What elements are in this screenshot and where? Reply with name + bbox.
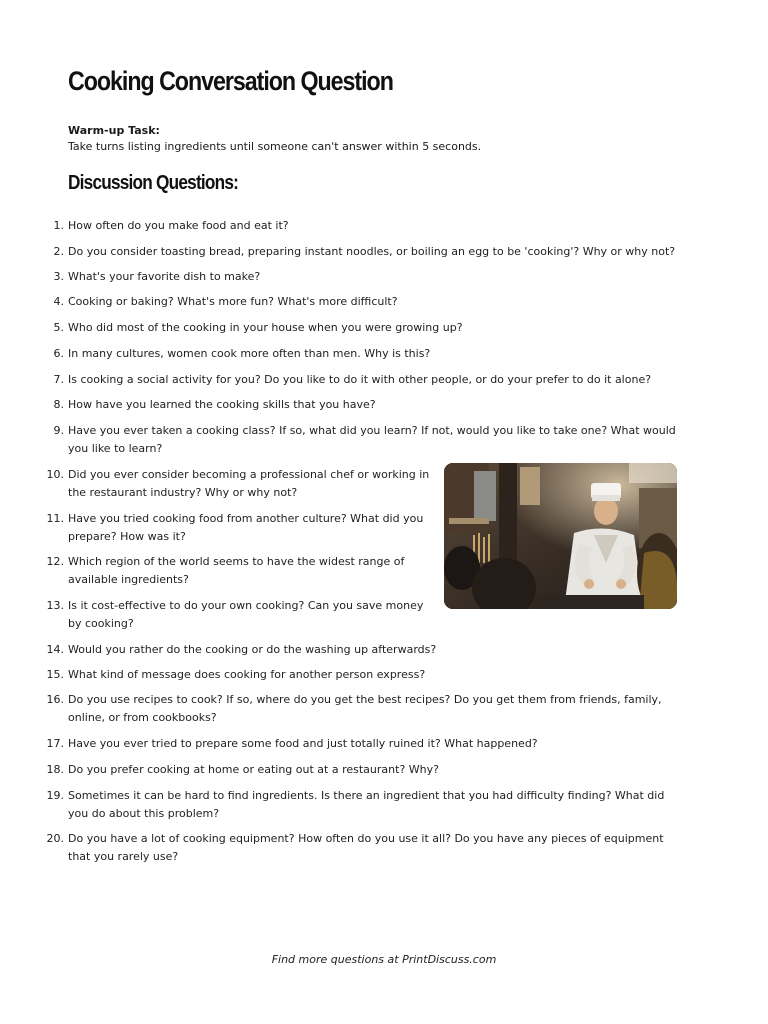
warmup-section <box>68 123 481 155</box>
question-number: 2. <box>53 245 64 258</box>
question-number: 9. <box>53 424 64 437</box>
question-text: Have you ever taken a cooking class? If so, what did you learn? If not, would you like to take one? What would you like to learn? <box>68 424 676 455</box>
list-item <box>46 735 680 753</box>
question-text: What kind of message does cooking for another person express? <box>68 668 426 681</box>
question-number: 1. <box>53 219 64 232</box>
list-item <box>46 830 680 866</box>
list-item <box>46 597 430 633</box>
list-item <box>46 666 680 684</box>
question-number: 4. <box>53 295 64 308</box>
list-item <box>53 217 680 235</box>
question-text: What's your favorite dish to make? <box>68 270 261 283</box>
question-number: 20. <box>46 832 64 845</box>
list-item <box>53 293 680 311</box>
question-number: 15. <box>46 668 64 681</box>
list-item <box>53 371 680 389</box>
discussion-heading: Discussion Questions: <box>68 172 239 194</box>
list-item <box>53 396 680 414</box>
question-text: Do you use recipes to cook? If so, where do you get the best recipes? Do you get them from friends, family, online, or from cookbooks? <box>68 693 662 724</box>
page-title: Cooking Conversation Question <box>68 66 393 96</box>
question-text: Do you have a lot of cooking equipment? How often do you use it all? Do you have any pieces of equipment that you rarely use? <box>68 832 664 863</box>
question-text: Do you consider toasting bread, preparing instant noodles, or boiling an egg to be 'cooking'? Why or why not? <box>68 245 676 258</box>
question-text: Did you ever consider becoming a professional chef or working in the restaurant industry? Why or why not? <box>68 468 430 499</box>
question-number: 16. <box>46 693 64 706</box>
question-number: 5. <box>53 321 64 334</box>
list-item <box>53 422 688 458</box>
question-number: 14. <box>46 643 64 656</box>
question-text: Have you ever tried to prepare some food and just totally ruined it? What happened? <box>68 737 538 750</box>
list-item <box>46 510 430 546</box>
question-text: Who did most of the cooking in your house when you were growing up? <box>68 321 463 334</box>
question-text: How have you learned the cooking skills that you have? <box>68 398 376 411</box>
question-text: In many cultures, women cook more often than men. Why is this? <box>68 347 431 360</box>
warmup-label: Warm-up Task: <box>68 124 160 137</box>
list-item <box>53 345 680 363</box>
question-text: Have you tried cooking food from another culture? What did you prepare? How was it? <box>68 512 424 543</box>
chef-photo <box>444 463 677 609</box>
list-item <box>53 268 680 286</box>
question-number: 18. <box>46 763 64 776</box>
question-number: 7. <box>53 373 64 386</box>
question-number: 11. <box>46 512 64 525</box>
list-item <box>53 243 680 261</box>
question-number: 12. <box>46 555 64 568</box>
question-number: 8. <box>53 398 64 411</box>
question-number: 6. <box>53 347 64 360</box>
question-text: Is cooking a social activity for you? Do you like to do it with other people, or do your prefer to do it alone? <box>68 373 652 386</box>
list-item <box>46 761 680 779</box>
question-number: 19. <box>46 789 64 802</box>
list-item <box>46 691 680 727</box>
question-text: Would you rather do the cooking or do the washing up afterwards? <box>68 643 437 656</box>
question-text: Do you prefer cooking at home or eating out at a restaurant? Why? <box>68 763 439 776</box>
question-number: 13. <box>46 599 64 612</box>
question-text: Is it cost-effective to do your own cooking? Can you save money by cooking? <box>68 599 424 630</box>
warmup-text: Take turns listing ingredients until someone can't answer within 5 seconds. <box>68 140 482 153</box>
question-text: Cooking or baking? What's more fun? What's more difficult? <box>68 295 398 308</box>
list-item <box>46 641 680 659</box>
list-item <box>46 787 680 823</box>
list-item <box>46 553 430 589</box>
question-text: Sometimes it can be hard to find ingredients. Is there an ingredient that you had difficulty finding? What did you do about this problem? <box>68 789 665 820</box>
question-text: How often do you make food and eat it? <box>68 219 289 232</box>
list-item <box>53 319 680 337</box>
question-number: 3. <box>53 270 64 283</box>
list-item <box>46 466 430 502</box>
question-text: Which region of the world seems to have the widest range of available ingredients? <box>68 555 405 586</box>
question-number: 17. <box>46 737 64 750</box>
footer-text: Find more questions at PrintDiscuss.com <box>271 953 497 966</box>
question-number: 10. <box>46 468 64 481</box>
